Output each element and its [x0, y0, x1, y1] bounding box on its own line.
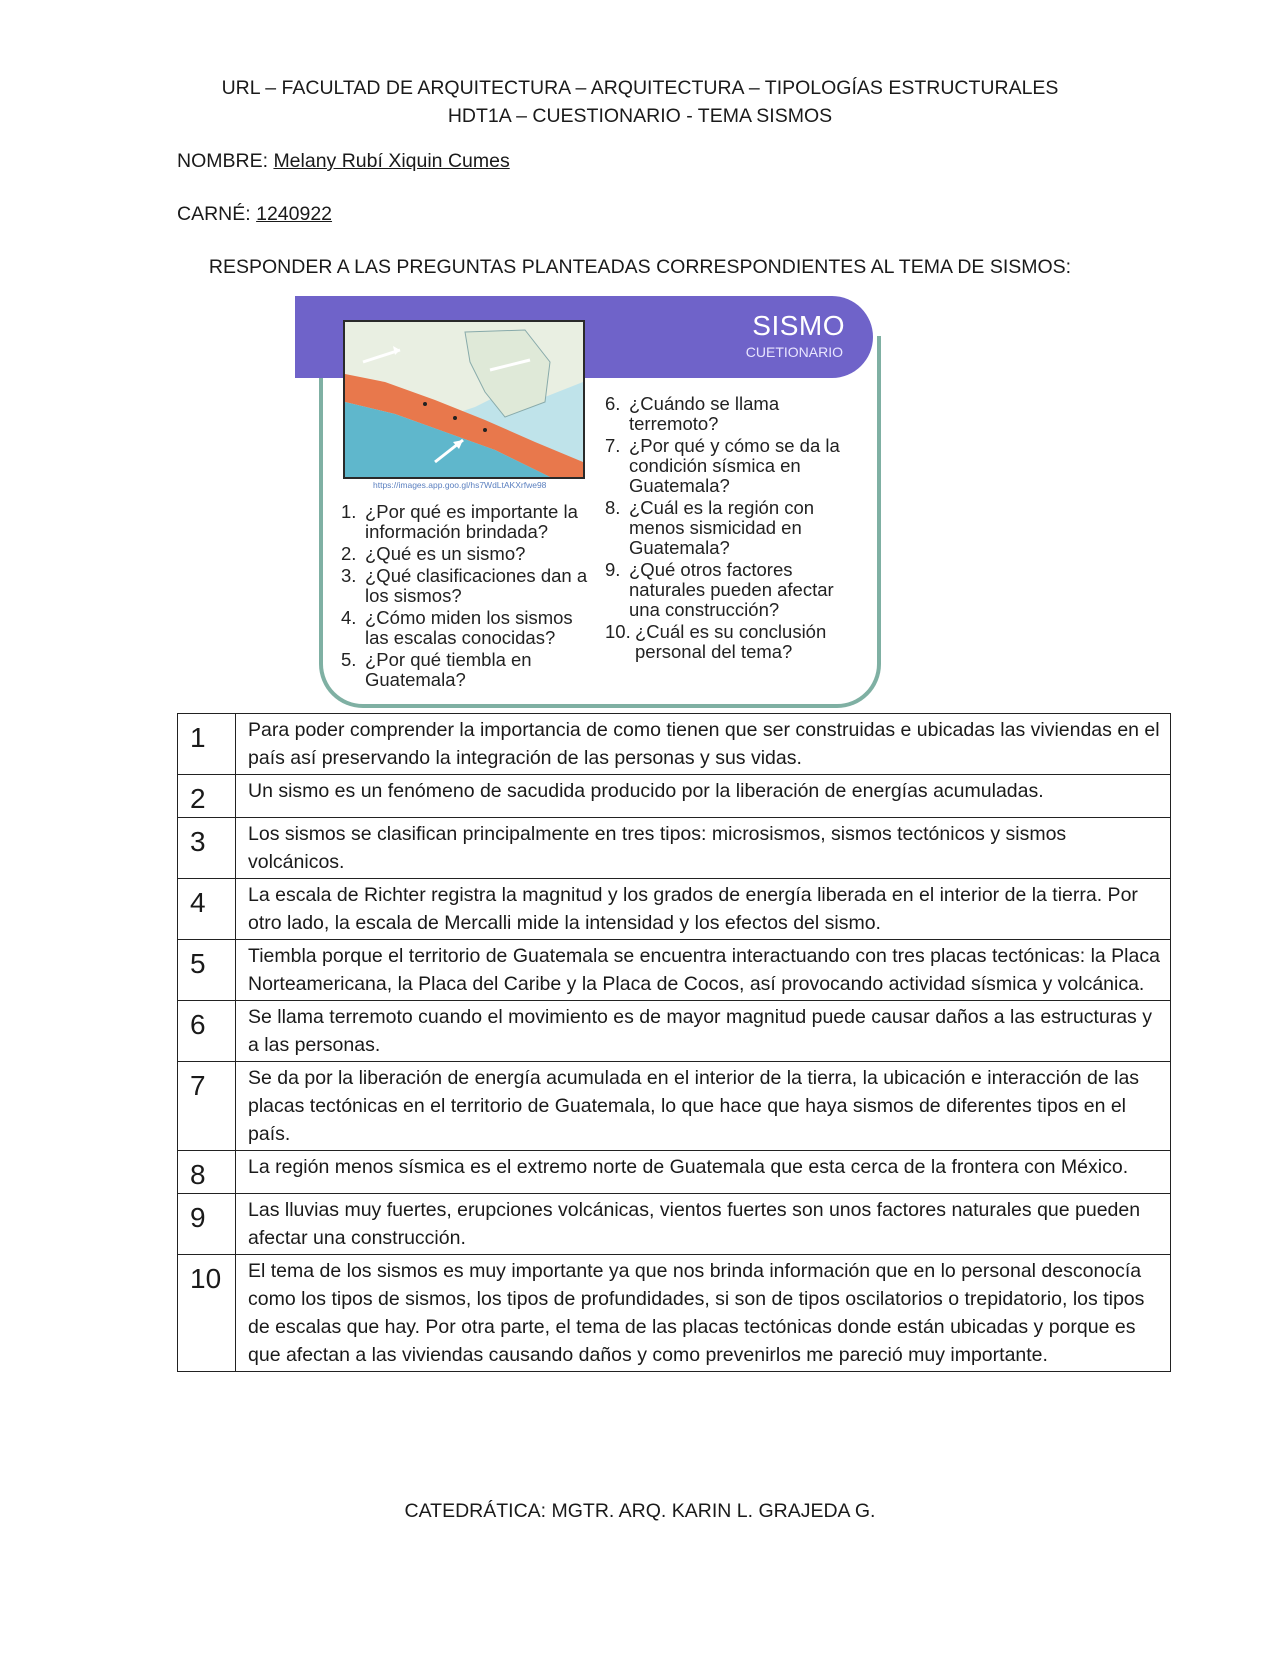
question-item: 6. ¿Cuándo se llama terremoto? [605, 393, 780, 434]
header-line-2: HDT1A – CUESTIONARIO - TEMA SISMOS [447, 105, 833, 127]
table-row [178, 879, 1171, 940]
table-row [178, 714, 1171, 775]
answer-number: 4 [178, 879, 236, 940]
card-subtitle: CUETIONARIO [745, 344, 843, 360]
student-id: 1240922 [256, 203, 333, 225]
answer-text: La región menos sísmica es el extremo norte de Guatemala que esta cerca de la frontera con México. [236, 1151, 1171, 1194]
answer-text: La escala de Richter registra la magnitud y los grados de energía liberada en el interior de la tierra. Por otro lado, la escala de Mercalli mide la intensidad y los efectos del sismo. [236, 879, 1171, 940]
header-line-1: URL – FACULTAD DE ARQUITECTURA – ARQUITECTURA – TIPOLOGÍAS ESTRUCTURALES [221, 77, 1059, 99]
map-graphic [345, 322, 583, 477]
table-row [178, 1255, 1171, 1372]
answer-text: Un sismo es un fenómeno de sacudida producido por la liberación de energías acumuladas. [236, 775, 1171, 818]
name-field [177, 150, 510, 173]
answer-number: 9 [178, 1194, 236, 1255]
table-row [178, 818, 1171, 879]
image-source-link[interactable]: https://images.app.goo.gl/hs7WdLtAKXrfwe98 [373, 480, 547, 490]
question-item: 7. ¿Por qué y cómo se da la condición sísmica en Guatemala? [605, 435, 840, 496]
answer-text: Las lluvias muy fuertes, erupciones volcánicas, vientos fuertes son unos factores naturales que pueden afectar una construcción. [236, 1194, 1171, 1255]
id-field [177, 203, 332, 226]
answer-text: Para poder comprender la importancia de como tienen que ser construidas e ubicadas las viviendas en el país así preservando la integración de las personas y sus vidas. [236, 714, 1171, 775]
answer-text: Se da por la liberación de energía acumulada en el interior de la tierra, la ubicación e interacción de las placas tectónicas en el territorio de Guatemala, lo que hace que haya sismos de diferentes tipos en el país. [236, 1062, 1171, 1151]
id-label: CARNÉ: [177, 203, 257, 225]
question-item: 1. ¿Por qué es importante la información brindada? [341, 501, 578, 542]
answer-number: 3 [178, 818, 236, 879]
questions-right-column [605, 394, 867, 664]
question-item: 4. ¿Cómo miden los sismos las escalas conocidas? [341, 607, 573, 648]
student-name: Melany Rubí Xiquin Cumes [273, 150, 510, 172]
answer-number: 2 [178, 775, 236, 818]
answer-text: Tiembla porque el territorio de Guatemala se encuentra interactuando con tres placas tectónicas: la Placa Norteamericana, la Placa del Caribe y la Placa de Cocos, así provocando actividad sísmica y volcánica. [236, 940, 1171, 1001]
table-row [178, 1194, 1171, 1255]
questionnaire-card [295, 296, 885, 708]
answer-number: 7 [178, 1062, 236, 1151]
document-header [0, 74, 1280, 130]
table-row [178, 1151, 1171, 1194]
instruction-text: RESPONDER A LAS PREGUNTAS PLANTEADAS CORRESPONDIENTES AL TEMA DE SISMOS: [208, 256, 1072, 278]
name-label: NOMBRE: [177, 150, 274, 172]
card-title: SISMO [752, 310, 845, 341]
table-row [178, 1001, 1171, 1062]
answer-number: 1 [178, 714, 236, 775]
question-item: 8. ¿Cuál es la región con menos sismicidad en Guatemala? [605, 497, 815, 558]
question-item: 5. ¿Por qué tiembla en Guatemala? [341, 649, 532, 690]
answer-text: Se llama terremoto cuando el movimiento es de mayor magnitud puede causar daños a las estructuras y a las personas. [236, 1001, 1171, 1062]
answer-number: 10 [178, 1255, 236, 1372]
question-item: 2. ¿Qué es un sismo? [341, 543, 526, 564]
table-row [178, 775, 1171, 818]
answer-text: El tema de los sismos es muy importante ya que nos brinda información que en lo personal desconocía como los tipos de sismos, los tipos de profundidades, si son de tipos oscilatorios o trepidatorio, los tipos de escalas que hay. Por otra parte, el tema de las placas tectónicas donde están ubicadas y porque es que afectan a las viviendas causando daños y como prevenirlos me pareció muy importante. [236, 1255, 1171, 1372]
tectonic-map-image [343, 320, 585, 479]
answers-table [177, 713, 1171, 1372]
answer-text: Los sismos se clasifican principalmente en tres tipos: microsismos, sismos tectónicos y sismos volcánicos. [236, 818, 1171, 879]
answer-number: 6 [178, 1001, 236, 1062]
table-row [178, 940, 1171, 1001]
question-item: 9. ¿Qué otros factores naturales pueden afectar una construcción? [605, 559, 834, 620]
question-item: 3. ¿Qué clasificaciones dan a los sismos? [341, 565, 588, 606]
questions-left-column [341, 502, 601, 692]
answer-number: 5 [178, 940, 236, 1001]
answer-number: 8 [178, 1151, 236, 1194]
footer-instructor: CATEDRÁTICA: MGTR. ARQ. KARIN L. GRAJEDA G. [404, 1500, 876, 1522]
question-item: 10. ¿Cuál es su conclusión personal del tema? [605, 621, 827, 662]
table-row [178, 1062, 1171, 1151]
